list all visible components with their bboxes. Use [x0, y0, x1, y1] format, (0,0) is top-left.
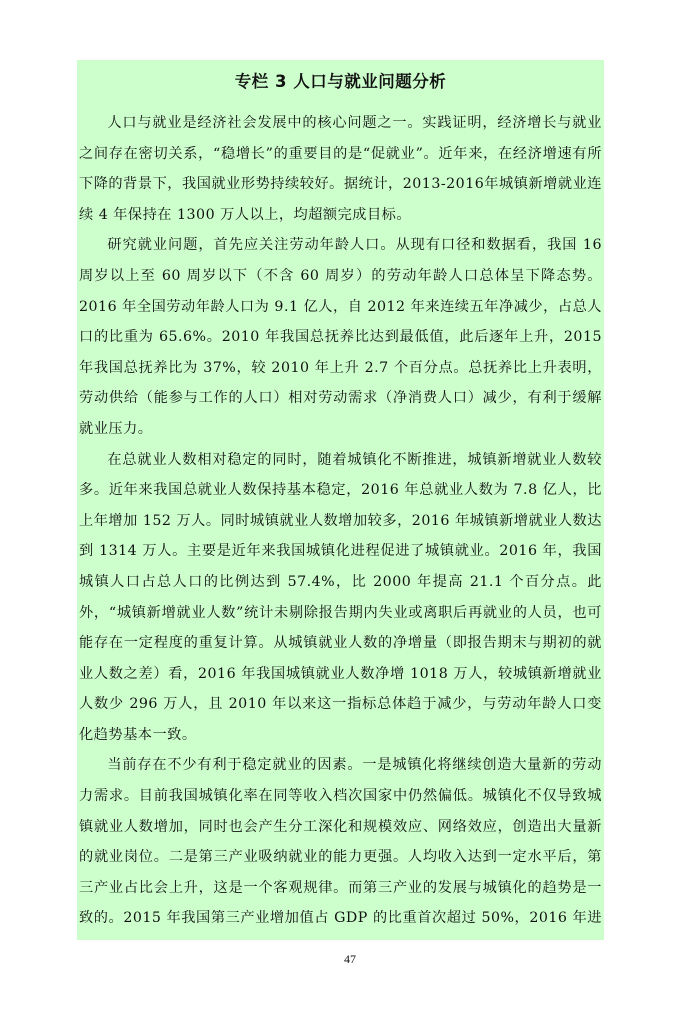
paragraph-intro: 人口与就业是经济社会发展中的核心问题之一。实践证明，经济增长与就业之间存在密切关系，“稳增长”的重要目的是“促就业”。近年来，在经济增速有所下降的背景下，我国就业形势持续较好。据统计，2013-2016年城镇新增就业连续 4 年保持在 1300 万人以上，均超额完成目标。 — [79, 115, 602, 223]
paragraph-urban-employment: 在总就业人数相对稳定的同时，随着城镇化不断推进，城镇新增就业人数较多。近年来我国总就业人数保持基本稳定，2016 年总就业人数为 7.8 亿人，比上年增加 152 万人。同时城镇就业人数增加较多，2016 年城镇新增就业人数达到 1314 万人。主要是近年来我国城镇化进程促进了城镇就业。2016 年，我国城镇人口占总人口的比例达到 57.4%，比 2000 年提高 21.1 个百分点。此外，“城镇新增就业人数”统计未剔除报告期内失业或离职后再就业的人员，也可能存在一定程度的重复计算。从城镇就业人数的净增量（即报告期末与期初的就业人数之差）看，2016 年我国城镇就业人数净增 1018 万人，较城镇新增就业人数少 296 万人，且 2010 年以来这一指标总体趋于减少，与劳动年龄人口变化趋势基本一致。 — [79, 451, 602, 743]
paragraph-favorable-factors: 当前存在不少有利于稳定就业的因素。一是城镇化将继续创造大量新的劳动力需求。目前我国城镇化率在同等收入档次国家中仍然偏低。城镇化不仅导致城镇就业人数增加，同时也会产生分工深化和规模效应、网络效应，创造出大量新的就业岗位。二是第三产业吸纳就业的能力更强。人均收入达到一定水平后，第三产业占比会上升，这是一个客观规律。而第三产业的发展与城镇化的趋势是一致的。2015 年我国第三产业增加值占 GDP 的比重首次超过 50%，2016 年进 — [79, 757, 602, 927]
page-number: 47 — [344, 952, 356, 966]
column-box — [77, 60, 604, 940]
paragraph-working-age-population: 研究就业问题，首先应关注劳动年龄人口。从现有口径和数据看，我国 16 周岁以上至 60 周岁以下（不含 60 周岁）的劳动年龄人口总体呈下降态势。2016 年全国劳动年龄人口为 9.1 亿人，自 2012 年来连续五年净减少，占总人口的比重为 65.6%。2010 年我国总抚养比达到最低值，此后逐年上升，2015 年我国总抚养比为 37%，较 2010 年上升 2.7 个百分点。总抚养比上升表明，劳动供给（能参与工作的人口）相对劳动需求（净消费人口）减少，有利于缓解就业压力。 — [79, 237, 602, 437]
column-title: 专栏 3 人口与就业问题分析 — [234, 72, 447, 91]
